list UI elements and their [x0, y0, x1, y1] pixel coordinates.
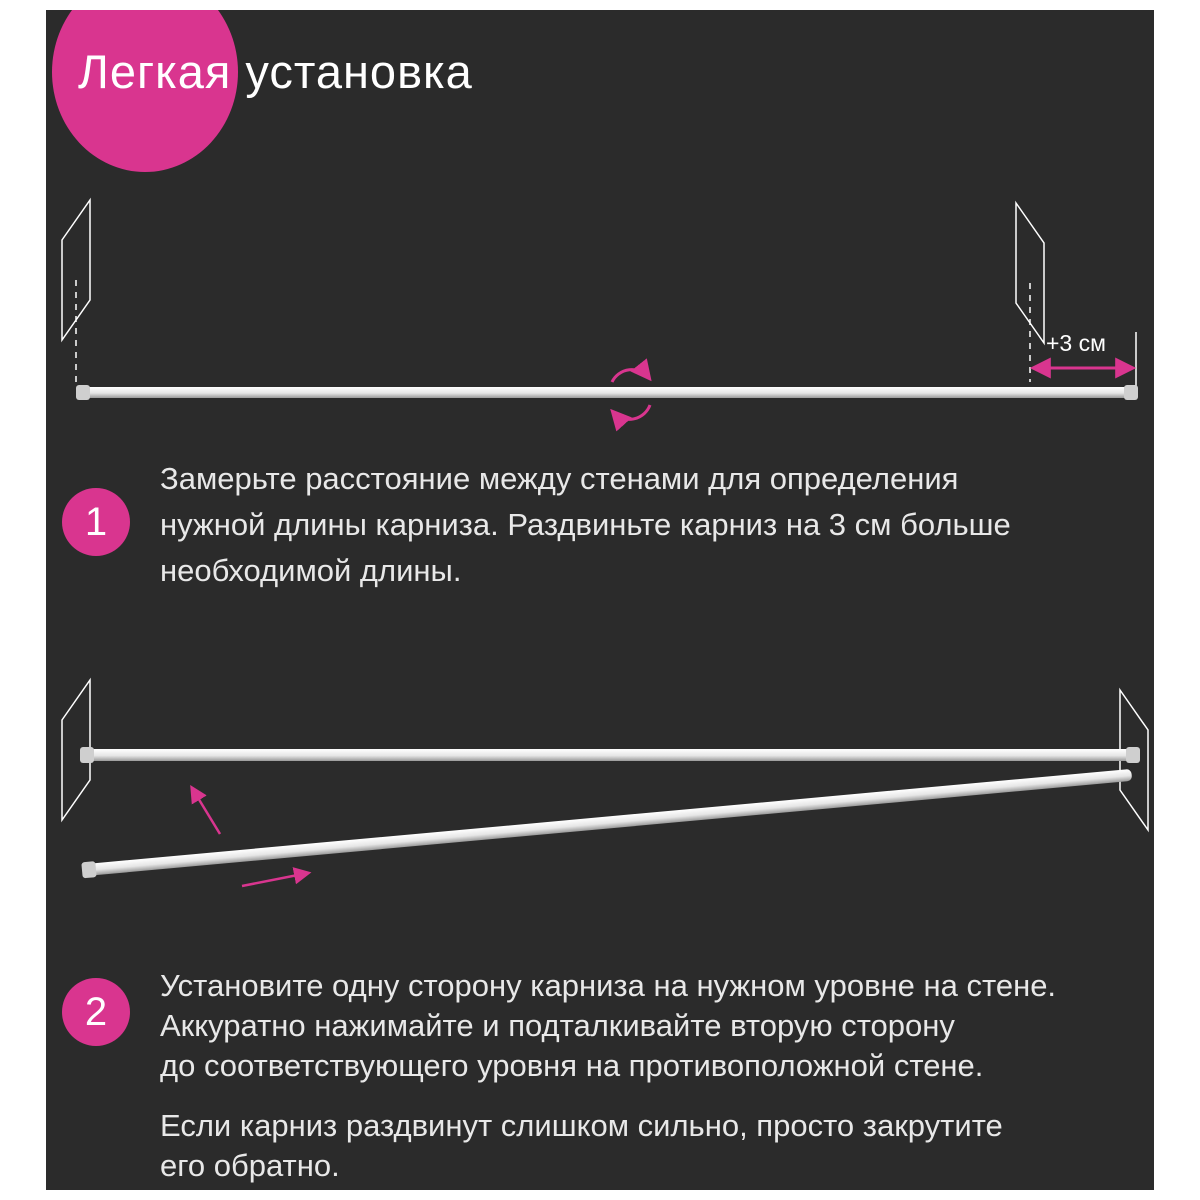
wall-right-top — [1016, 203, 1136, 386]
step-1-line: нужной длины карниза. Раздвиньте карниз на 3 см больше — [160, 507, 1011, 542]
step-1-line: Замерьте расстояние между стенами для определения — [160, 461, 959, 496]
step-2-line: до соответствующего уровня на противоположной стене. — [160, 1048, 984, 1083]
step-1-line: необходимой длины. — [160, 553, 462, 588]
step-1-badge: 1 — [62, 488, 130, 556]
step-1-text — [160, 456, 1011, 594]
measure-label: +3 см — [1046, 330, 1106, 356]
lift-arrow-icon — [192, 788, 220, 834]
rod-tilted — [81, 767, 1132, 878]
wall-left-top — [62, 200, 90, 382]
instruction-panel — [46, 10, 1154, 1190]
rod-top — [76, 385, 1138, 400]
step-2-note — [160, 1106, 1003, 1186]
step-2-line: Установите одну сторону карниза на нужном уровне на стене. — [160, 968, 1057, 1003]
step-2-note-line: Если карниз раздвинут слишком сильно, просто закрутите — [160, 1108, 1003, 1143]
step-2-text — [160, 966, 1056, 1086]
step-2-line: Аккуратно нажимайте и подталкивайте вторую сторону — [160, 1008, 955, 1043]
step-2-badge: 2 — [62, 978, 130, 1046]
step-2-note-line: его обратно. — [160, 1148, 340, 1183]
rod-level — [80, 747, 1140, 763]
push-arrow-icon — [242, 873, 308, 886]
page-title: Легкая установка — [78, 45, 473, 98]
